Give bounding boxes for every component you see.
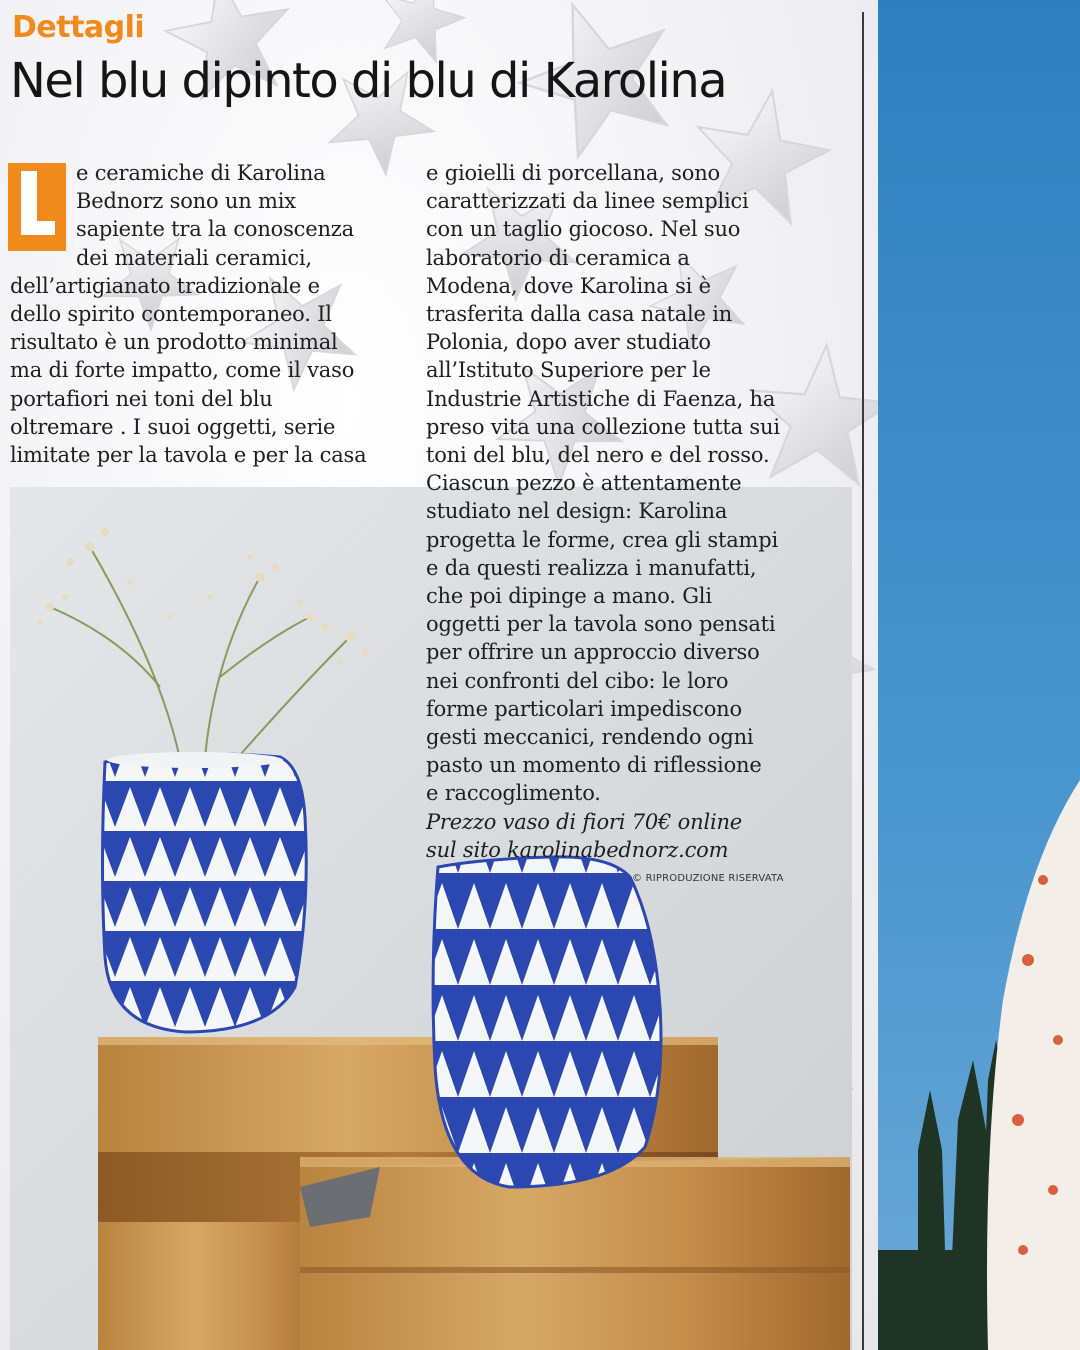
price-line: sul sito karolinabednorz.com — [426, 837, 729, 862]
text-line: progetta le forme, crea gli stampi — [426, 527, 779, 552]
text-line: e ceramiche di Karolina — [76, 161, 326, 185]
text-line: caratterizzati da linee semplici — [426, 189, 749, 214]
text-line: gesti meccanici, rendendo ogni — [426, 725, 754, 750]
text-line: e gioielli di porcellana, sono — [426, 161, 720, 185]
text-line: e da questi realizza i manufatti, — [426, 555, 757, 580]
text-line: preso vita una collezione tutta sui — [426, 414, 780, 439]
text-line: per offrire un approccio diverso — [426, 640, 760, 665]
text-line: dello spirito contemporaneo. Il — [10, 302, 332, 327]
text-line: studiato nel design: Karolina — [426, 499, 728, 524]
column-divider — [862, 12, 864, 1350]
text-line: Ciascun pezzo è attentamente — [426, 471, 742, 496]
text-line: limitate per la tavola e per la casa — [10, 443, 367, 468]
text-line: con un taglio giocoso. Nel suo — [426, 217, 741, 242]
text-line: oltremare . I suoi oggetti, serie — [10, 414, 336, 439]
article-column-2 — [426, 159, 846, 864]
article-column-1 — [10, 159, 390, 469]
text-line: e raccoglimento. — [426, 781, 601, 806]
text-line: Modena, dove Karolina si è — [426, 273, 711, 298]
text-line: Polonia, dopo aver studiato — [426, 330, 711, 355]
text-line: pasto un momento di riflessione — [426, 753, 762, 778]
text-line: oggetti per la tavola sono pensati — [426, 612, 776, 637]
text-line: all’Istituto Superiore per le — [426, 358, 711, 383]
adjacent-page-photo — [878, 0, 1080, 1350]
text-line: sapiente tra la conoscenza — [76, 217, 354, 242]
text-line: ma di forte impatto, come il vaso — [10, 358, 355, 383]
text-line: trasferita dalla casa natale in — [426, 302, 733, 327]
text-line: risultato è un prodotto minimal — [10, 330, 338, 355]
text-line: dell’artigianato tradizionale e — [10, 273, 320, 298]
price-line: Prezzo vaso di fiori 70€ online — [426, 809, 743, 834]
text-line: Industrie Artistiche di Faenza, ha — [426, 386, 776, 411]
text-line: dei materiali ceramici, — [76, 245, 312, 270]
copyright-notice: © RIPRODUZIONE RISERVATA — [632, 873, 784, 884]
article-headline: Nel blu dipinto di blu di Karolina — [10, 53, 727, 109]
text-line: laboratorio di ceramica a — [426, 245, 690, 270]
section-kicker: Dettagli — [12, 10, 145, 45]
text-line: portafiori nei toni del blu — [10, 386, 273, 411]
text-line: toni del blu, del nero e del rosso. — [426, 443, 770, 468]
text-line: forme particolari impediscono — [426, 696, 742, 721]
text-line: Bednorz sono un mix — [76, 189, 296, 214]
text-line: che poi dipinge a mano. Gli — [426, 584, 712, 609]
text-line: nei confronti del cibo: le loro — [426, 668, 729, 693]
